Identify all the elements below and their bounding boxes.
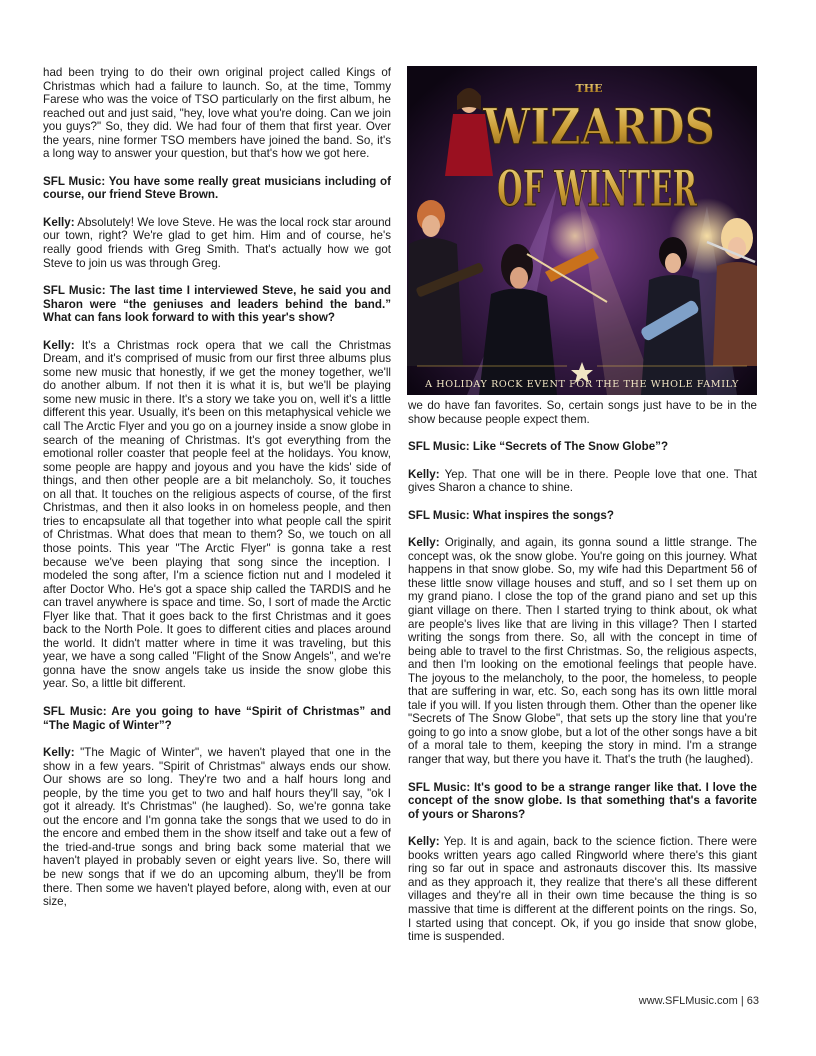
answer-text: Originally, and again, its gonna sound a little strange. The concept was, ok the snow globe. You're going on this journey. What happens in that snow globe. So, my wife had this Department 56 of these little snow village houses and stuff, and so I set them up on my grand piano. I close the top of the grand piano and set up this giant village on there. Then I started trying to think about, ok what are people's lives like that are living in this village? Then I started writing the songs from there. So, all with the concept in time of being able to travel to the first Christmas. So, the religious aspects, and then I'm looking on the emotional feelings that people have. The joyous to the melancholy, to the poor, the homeless, to people that are suffering in war, etc. So, each song has its own little moral tale if you will. If you listen through them. Other than the opener like "Secrets of The Snow Globe", that sets up the story line that you're going to go into a snow globe, but a lot of the other songs have a bit of a moral tale to them, keeping the story in mind. I'm a strange ranger that way, but there you have it. That's the truth (he laughed). — [408, 536, 757, 767]
paragraph: we do have fan favorites. So, certain songs just have to be in the show because people expect them. — [408, 399, 757, 426]
promo-title-line2: OF WINTER — [497, 159, 698, 218]
paragraph: had been trying to do their own original project called Kings of Christmas which had a failure to launch. So, at the time, Tommy Farese who was the voice of TSO particularly on the first album, he reached out and just said, "hey, love what you're doing. Can we join you guys?" So, they did. We had four of them that first year. Over the years, nine former TSO members have joined the band. So, it's a long way to answer your question, but that's how we got here. — [43, 66, 391, 161]
speaker-label: Kelly: — [408, 835, 440, 849]
interview-answer — [408, 835, 757, 943]
left-article-column — [43, 66, 391, 923]
promo-artwork — [407, 66, 757, 395]
interview-question: SFL Music: The last time I interviewed Steve, he said you and Sharon were “the geniuses and leaders behind the band.” What can fans look forward to with this year's show? — [43, 284, 391, 325]
speaker-label: Kelly: — [408, 536, 440, 550]
interview-answer — [43, 746, 391, 909]
answer-text: Yep. That one will be in there. People love that one. That gives Sharon a chance to shine. — [408, 467, 757, 495]
answer-text: Yep. It is and again, back to the science fiction. There were books written years ago called Ringworld where there's this giant ring so far out in space and astronauts discover this. Its massive and as they approach it, they realize that there's all these different villages and they're all in their own time because the thing is so massive that time is different at the different points on the rings. So, I started using that concept. Ok, if you go inside that snow globe, time is suspended. — [408, 835, 757, 944]
interview-answer — [408, 536, 757, 766]
answer-text: It's a Christmas rock opera that we call the Christmas Dream, and it's comprised of music from our first three albums plus some new music that honestly, if we get the money together, we'll do another album. If not then it is what it is, but we'll be playing some new music in there. It's a story we take you on, well it's a little different this year. Usually, it's been on this metaphysical vehicle we call The Arctic Flyer and you go on a journey inside a snow globe in search of the meaning of Christmas. It's got everything from the emotional roller coaster that people feel at the holidays. You know, some people are happy and joyous and you have the kids' side of things, and then other people are a bit melancholy. So, it touches on all that. It touches on the religious aspects of course, of the first Christmas, and then it also looks in on homeless people, and then tries to encapsulate all that together into what people call the spirit of Christmas. What does that mean to them? So, we touch on all those points. This year "The Arctic Flyer" is gonna take a rest because we've been playing that song since the inception. I modeled the song after, I'm a science fiction nut and I modeled it after Doctor Who. He's got a space ship called the TARDIS and he can travel anywhere is space and time. So, I sort of made the Arctic Flyer like that. That it goes back to the first Christmas and it goes back to the North Pole. It goes to different cities and places around the world. It didn't matter where in time it was traveling, but this year, we have a song called "Flight of the Snow Angels", and we're gonna have the snow angels take us inside the snow globe this year. So, a little bit different. — [43, 338, 391, 691]
interview-answer — [43, 216, 391, 270]
band-promo-image — [407, 66, 757, 395]
interview-question: SFL Music: Are you going to have “Spirit of Christmas” and “The Magic of Winter”? — [43, 704, 391, 732]
speaker-label: Kelly: — [43, 215, 75, 229]
speaker-label: Kelly: — [43, 746, 75, 760]
answer-text: "The Magic of Winter", we haven't played that one in the show in a few years. "Spirit of Christmas" always ends our show. Our shows are so long. They're two and a half hours long and people, by the time you get to two and half hours they'll say, "ok I got it already. It's Christmas" (he laughed). So, we're gonna take out the encore and I'm gonna take the songs that we used to do in the encore and embed them in the show itself and take out a few of the tried-and-true songs and bring back some material that we haven't played in probably seven or eight years live. So, there will be new songs that if we do an upcoming album, they'll be from there. Then some we haven't played before, along with, even at our size, — [43, 746, 391, 909]
speaker-label: Kelly: — [408, 467, 440, 481]
speaker-label: Kelly: — [43, 338, 75, 352]
promo-title-line1: WIZARDS — [482, 97, 715, 156]
interview-answer — [43, 339, 391, 691]
interview-question: SFL Music: You have some really great musicians including of course, our friend Steve Brown. — [43, 174, 391, 202]
promo-title-the: THE — [575, 82, 603, 95]
interview-question: SFL Music: Like “Secrets of The Snow Globe”? — [408, 440, 669, 454]
answer-text: Absolutely! We love Steve. He was the local rock star around our town, right? We're glad to get him. Him and of course, he's really good friends with Greg Smith. That's actually how we got Steve to join us was through Greg. — [43, 215, 391, 270]
right-article-column — [408, 399, 757, 958]
interview-answer — [408, 468, 757, 495]
promo-tagline: A HOLIDAY ROCK EVENT FOR THE THE WHOLE FAMILY — [425, 379, 739, 390]
page-footer: www.SFLMusic.com | 63 — [638, 995, 759, 1007]
interview-question: SFL Music: What inspires the songs? — [408, 508, 614, 522]
interview-question: SFL Music: It's good to be a strange ranger like that. I love the concept of the snow globe. Is that something that's a favorite of yours or Sharons? — [408, 780, 757, 821]
